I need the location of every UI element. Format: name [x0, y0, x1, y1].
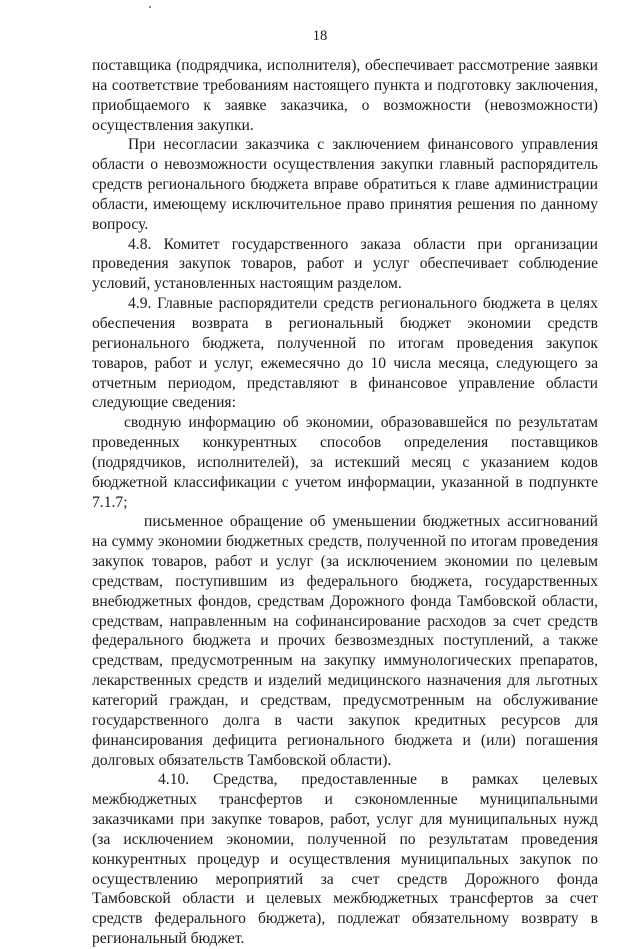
page-number: 18 [312, 28, 328, 44]
paragraph-disagreement: При несогласии заказчика с заключением финансового управления области о невозможности осуществления закупки главный распорядитель средств регионального бюджета вправе обратиться к главе администрации области, имеющему исключительное право принятия решения по данному вопросу. [92, 136, 598, 233]
paragraph-4-8: 4.8. Комитет государственного заказа области при организации проведения закупок товаров, работ и услуг обеспечивает соблюдение условий, установленных настоящим разделом. [92, 235, 598, 293]
document-body [92, 56, 598, 949]
paragraph-4-9: 4.9. Главные распорядители средств регионального бюджета в целях обеспечения возврата в региональный бюджет экономии средств регионального бюджета, полученной по итогам проведения закупок товаров, работ и услуг, ежемесячно до 10 числа месяца, следующего за отчетным периодом, представляют в финансовое управление области следующие сведения: [92, 295, 598, 412]
paragraph-continuation: поставщика (подрядчика, исполнителя), обеспечивает рассмотрение заявки на соответствие требованиям настоящего пункта и подготовку заключения, приобщаемого к заявке заказчика, о возможности (невозможности) осуществления закупки. [92, 57, 598, 134]
scan-artifact-dot [149, 6, 151, 8]
paragraph-4-10: 4.10. Средства, предоставленные в рамках целевых межбюджетных трансфертов и сэкономленные муниципальными заказчиками при закупке товаров, работ, услуг для муниципальных нужд (за исключением экономии, полученной по результатам проведения конкурентных процедур и осуществления муниципальных закупок по осуществлению мероприятий за счет средств Дорожного фонда Тамбовской области и целевых межбюджетных трансфертов за счет средств федерального бюджета), подлежат обязательному возврату в региональный бюджет. [92, 771, 598, 948]
paragraph-summary-info: сводную информацию об экономии, образовавшейся по результатам проведенных конкурентных способов определения поставщиков (подрядчиков, исполнителей), за истекший месяц с указанием кодов бюджетной классификации с учетом информации, указанной в подпункте 7.1.7; [92, 414, 598, 511]
paragraph-written-request: письменное обращение об уменьшении бюджетных ассигнований на сумму экономии бюджетных средств, полученной по итогам проведения закупок товаров, работ и услуг (за исключением экономии по целевым средствам, поступившим из федерального бюджета, государственных внебюджетных фондов, средствам Дорожного фонда Тамбовской области, средствам, направленным на софинансирование расходов за счет средств федерального бюджета и прочих безвозмездных поступлений, а также средствам, предусмотренным на закупку иммунологических препаратов, лекарственных средств и изделий медицинского назначения для льготных категорий граждан, и средствам, предусмотренным на обслуживание государственного долга в части закупок кредитных ресурсов для финансирования дефицита регионального бюджета и (или) погашения долговых обязательств Тамбовской области). [92, 513, 598, 769]
